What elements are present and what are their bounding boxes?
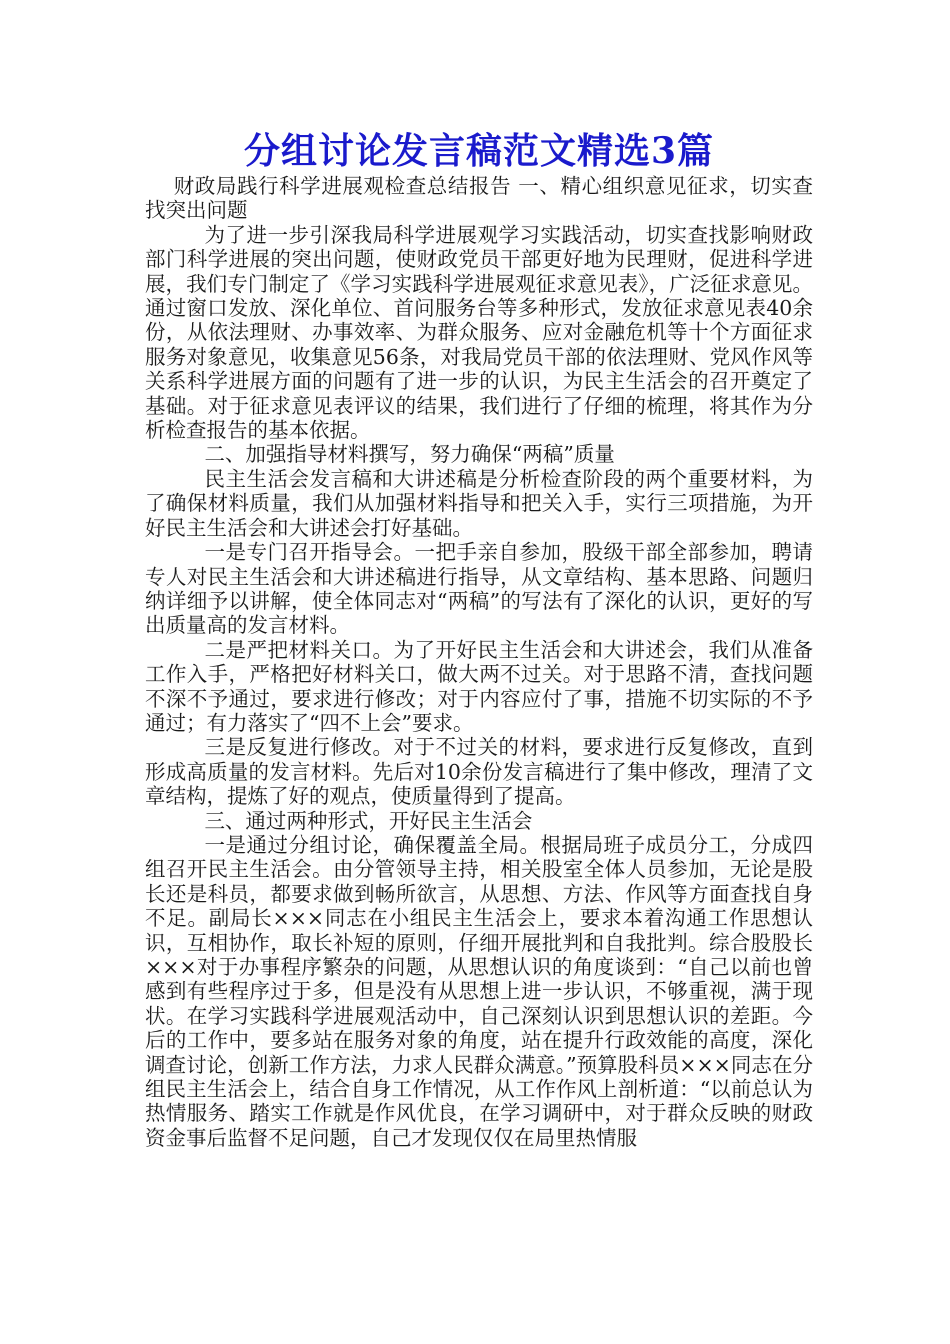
body-paragraph: 二是严把材料关口。为了开好民主生活会和大讲述会，我们从准备工作入手，严格把好材料关口，做大两不过关。对于思路不清，查找问题不深不予通过，要求进行修改；对于内容应付了事，措施不切实际的不予通过；有力落实了“四不上会”要求。 [145, 637, 813, 735]
intro-paragraph: 财政局践行科学进展观检查总结报告 一、精心组织意见征求，切实查找突出问题 [145, 174, 813, 223]
body-paragraph: 民主生活会发言稿和大讲述稿是分析检查阶段的两个重要材料，为了确保材料质量，我们从加强材料指导和把关入手，实行三项措施，为开好民主生活会和大讲述会打好基础。 [145, 466, 813, 540]
document-page [145, 128, 813, 1150]
body-paragraph: 一是专门召开指导会。一把手亲自参加，股级干部全部参加，聘请专人对民主生活会和大讲述稿进行指导，从文章结构、基本思路、问题归纳详细予以讲解，使全体同志对“两稿”的写法有了深化的认识，更好的写出质量高的发言材料。 [145, 540, 813, 638]
body-paragraph: 三是反复进行修改。对于不过关的材料，要求进行反复修改，直到形成高质量的发言材料。先后对10余份发言稿进行了集中修改，理清了文章结构，提炼了好的观点，使质量得到了提高。 [145, 735, 813, 809]
body-paragraph: 一是通过分组讨论，确保覆盖全局。根据局班子成员分工，分成四组召开民主生活会。由分管领导主持，相关股室全体人员参加，无论是股长还是科员，都要求做到畅所欲言，从思想、方法、作风等方面查找自身不足。副局长×××同志在小组民主生活会上，要求本着沟通工作思想认识，互相协作，取长补短的原则，仔细开展批判和自我批判。综合股股长×××对于办事程序繁杂的问题，从思想认识的角度谈到：“自己以前也曾感到有些程序过于多，但是没有从思想上进一步认识，不够重视，满于现状。在学习实践科学进展观活动中，自己深刻认识到思想认识的差距。今后的工作中，要多站在服务对象的角度，站在提升行政效能的高度，深化调查讨论，创新工作方法，力求人民群众满意。”预算股科员×××同志在分组民主生活会上，结合自身工作情况，从工作作风上剖析道：“以前总认为热情服务、踏实工作就是作风优良，在学习调研中，对于群众反映的财政资金事后监督不足问题，自己才发现仅仅在局里热情服 [145, 832, 813, 1150]
body-paragraph: 为了进一步引深我局科学进展观学习实践活动，切实查找影响财政部门科学进展的突出问题，使财政党员干部更好地为民理财，促进科学进展，我们专门制定了《学习实践科学进展观征求意见表》，广泛征求意见。通过窗口发放、深化单位、首问服务台等多种形式，发放征求意见表40余份，从依法理财、办事效率、为群众服务、应对金融危机等十个方面征求服务对象意见，收集意见56条，对我局党员干部的依法理财、党风作风等关系科学进展方面的问题有了进一步的认识，为民主生活会的召开奠定了基础。对于征求意见表评议的结果，我们进行了仔细的梳理，将其作为分析检查报告的基本依据。 [145, 222, 813, 443]
section-heading: 三、通过两种形式，开好民主生活会 [204, 808, 533, 833]
document-title: 分组讨论发言稿范文精选3篇 [243, 130, 715, 172]
section-heading: 二、加强指导材料撰写，努力确保“两稿”质量 [204, 442, 615, 467]
